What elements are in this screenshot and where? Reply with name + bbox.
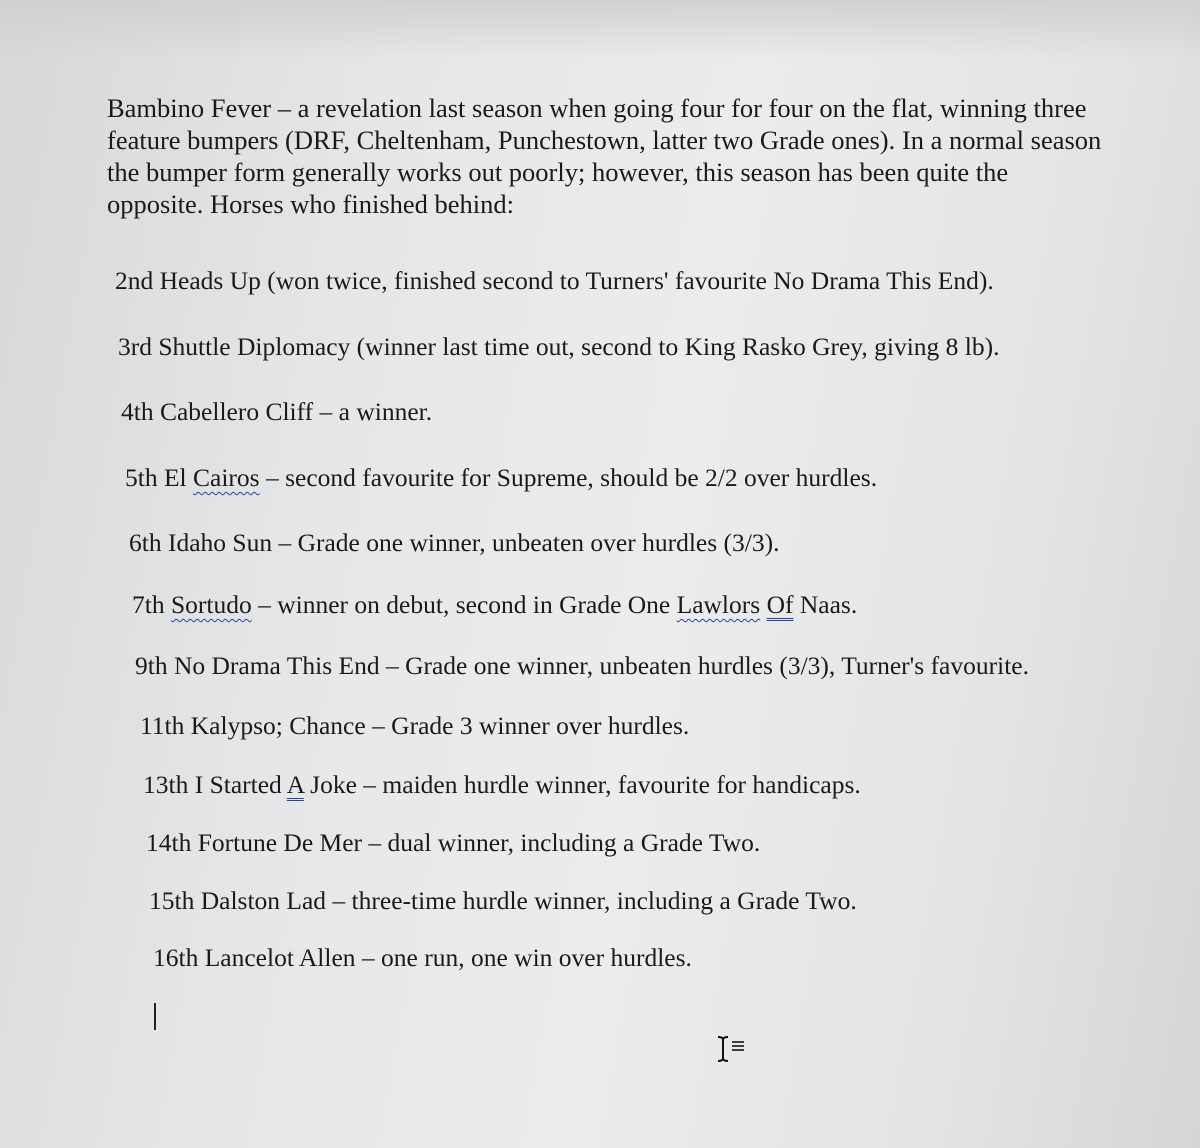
list-item: 4th Cabellero Cliff – a winner. [121, 397, 433, 426]
list-item: 14th Fortune De Mer – dual winner, including a Grade Two. [146, 828, 761, 857]
list-item: 15th Dalston Lad – three-time hurdle winner, including a Grade Two. [149, 886, 857, 915]
grammar-flag[interactable]: Of [766, 590, 794, 619]
grammar-flag[interactable]: A [286, 770, 304, 799]
spelling-flag[interactable]: Sortudo [170, 590, 252, 619]
list-item: 13th I Started A Joke – maiden hurdle winner, favourite for handicaps. [143, 770, 861, 799]
text-caret-icon [154, 1003, 156, 1030]
intro-line: Bambino Fever – a revelation last season when going four for four on the flat, winning three [107, 93, 1087, 123]
intro-line: the bumper form generally works out poorly; however, this season has been quite the [107, 157, 1009, 187]
intro-line: opposite. Horses who finished behind: [107, 189, 515, 219]
list-item: 11th Kalypso; Chance – Grade 3 winner over hurdles. [140, 711, 690, 740]
list-item: 16th Lancelot Allen – one run, one win over hurdles. [153, 943, 692, 972]
spelling-flag[interactable]: Lawlors [676, 590, 761, 619]
intro-paragraph [107, 92, 1200, 220]
ibeam-cursor-icon [714, 1034, 748, 1064]
spelling-flag[interactable]: Cairos [193, 463, 260, 492]
list-item: 9th No Drama This End – Grade one winner, unbeaten hurdles (3/3), Turner's favourite. [135, 651, 1029, 680]
list-item: 6th Idaho Sun – Grade one winner, unbeaten over hurdles (3/3). [129, 528, 780, 557]
list-item: 7th Sortudo – winner on debut, second in Grade One Lawlors Of Naas. [132, 590, 858, 619]
list-item: 2nd Heads Up (won twice, finished second to Turners' favourite No Drama This End). [115, 266, 994, 295]
list-item: 5th El Cairos – second favourite for Supreme, should be 2/2 over hurdles. [125, 463, 878, 492]
intro-line: feature bumpers (DRF, Cheltenham, Punchestown, latter two Grade ones). In a normal season [107, 125, 1102, 155]
list-item: 3rd Shuttle Diplomacy (winner last time out, second to King Rasko Grey, giving 8 lb). [118, 332, 1000, 361]
